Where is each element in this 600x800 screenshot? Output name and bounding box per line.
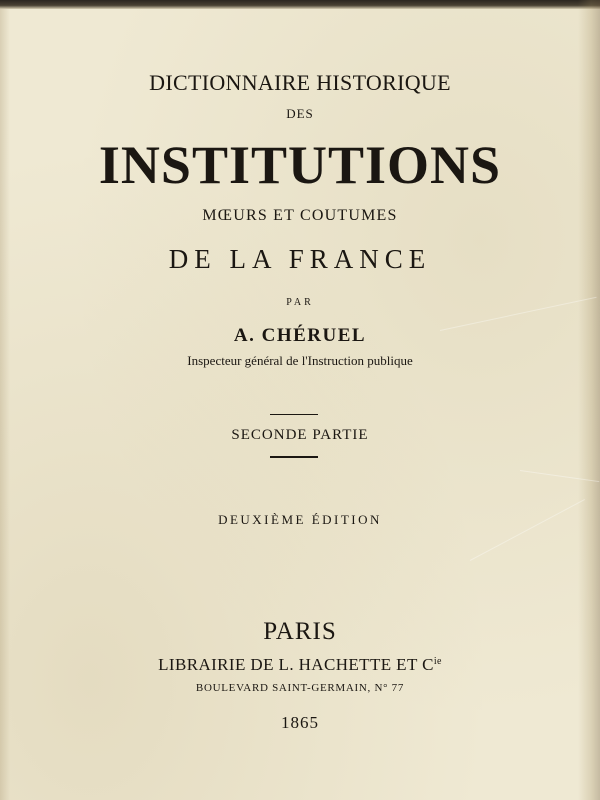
by-text: PAR — [286, 297, 314, 308]
publisher-name: LIBRAIRIE DE L. HACHETTE ET C — [158, 655, 434, 674]
publication-city: PARIS — [263, 618, 337, 645]
heading: DICTIONNAIRE HISTORIQUE — [149, 70, 451, 95]
publication-year: 1865 — [281, 713, 319, 732]
main-title: INSTITUTIONS — [98, 135, 502, 195]
author-name: A. CHÉRUEL — [233, 325, 367, 346]
publisher-suffix: ie — [433, 656, 442, 667]
page-top-edge — [0, 0, 600, 9]
rule-top — [270, 414, 318, 415]
subtitle-france: DE LA FRANCE — [168, 244, 432, 274]
connector-text: DES — [286, 106, 314, 121]
subtitle-customs: MŒURS ET COUTUMES — [202, 207, 398, 224]
part-label: SECONDE PARTIE — [231, 427, 369, 443]
paper-crease — [470, 499, 585, 561]
rule-bottom — [270, 456, 318, 458]
author-role: Inspecteur général de l'Instruction publique — [187, 353, 413, 368]
edition-label: DEUXIÈME ÉDITION — [218, 512, 382, 527]
publisher-address: BOULEVARD SAINT-GERMAIN, N° 77 — [195, 682, 405, 694]
publisher — [0, 655, 600, 675]
